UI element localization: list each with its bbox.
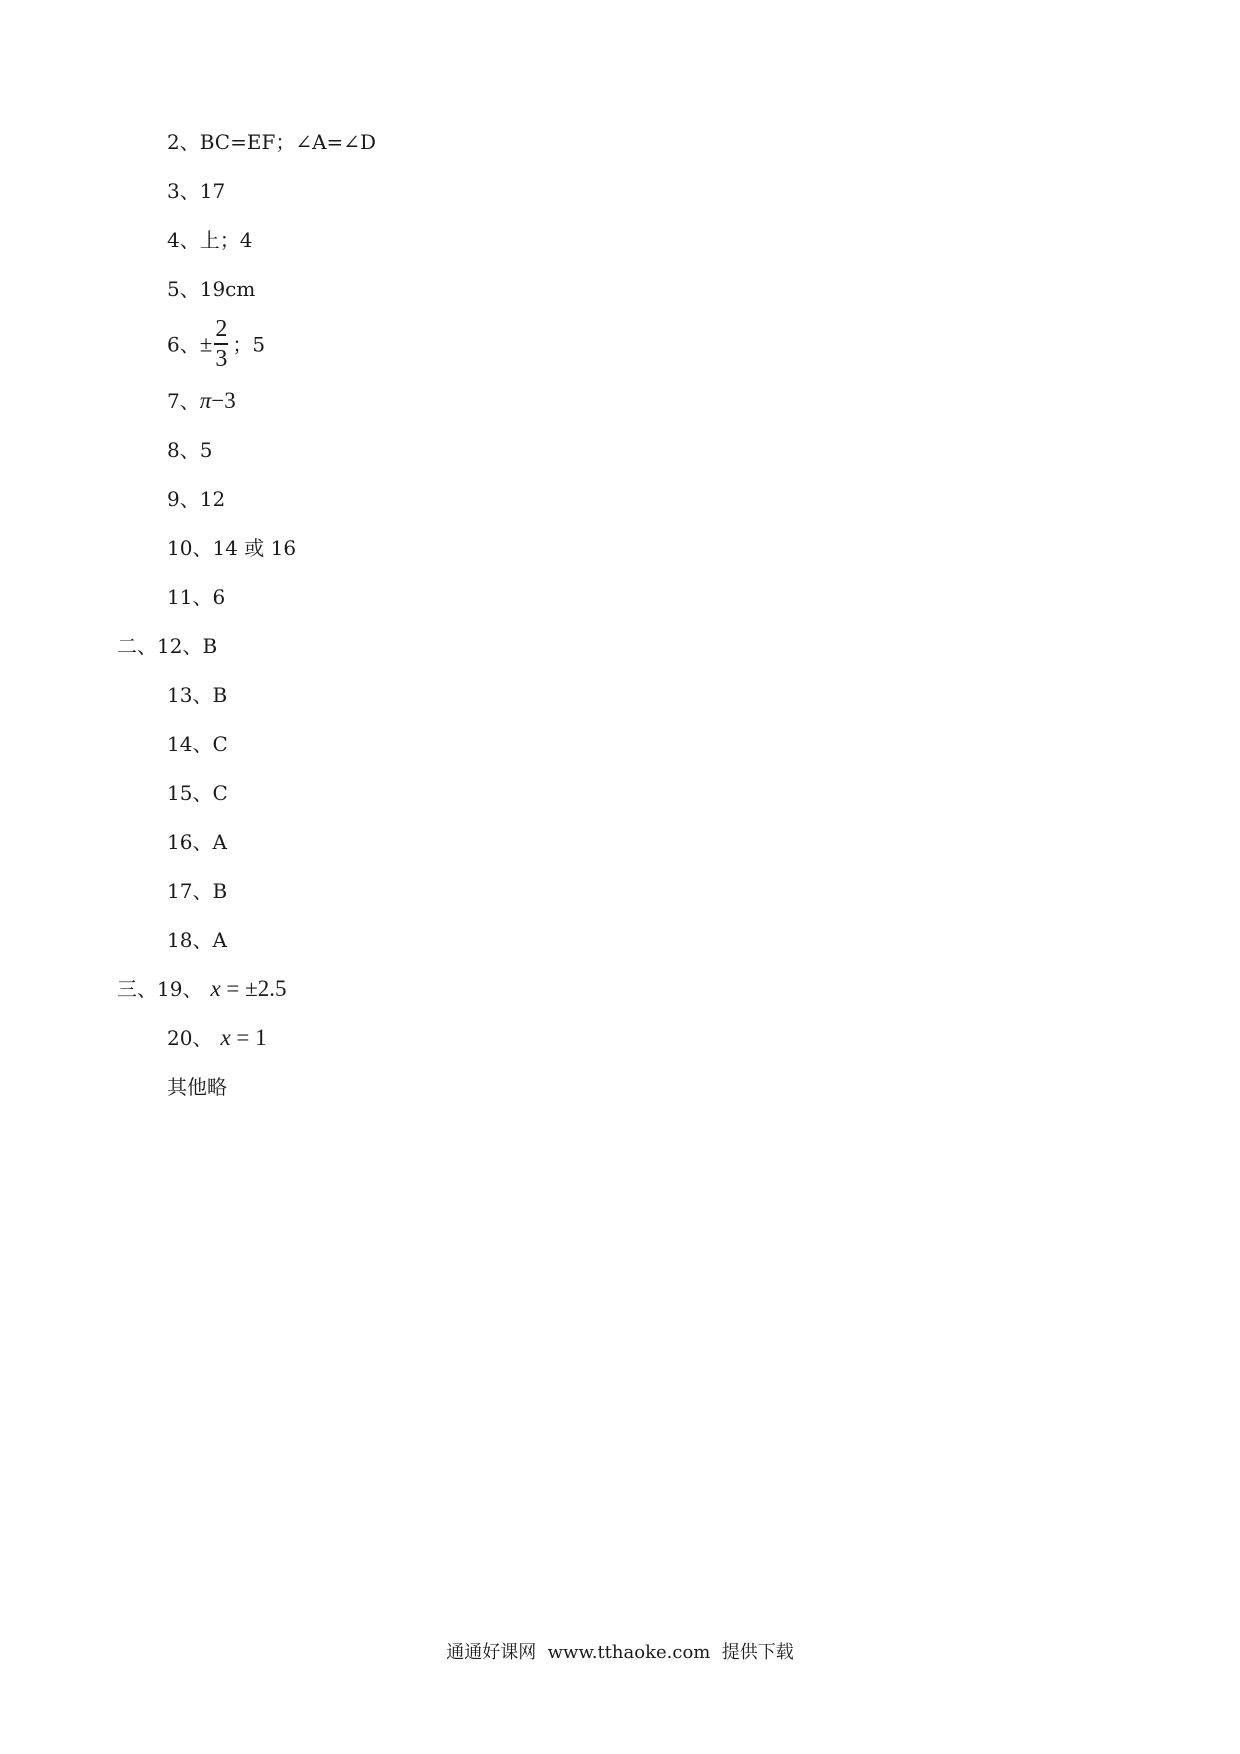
math-rest: = ±2.5 xyxy=(220,976,287,1001)
answer-label: 18、 xyxy=(167,928,213,952)
answer-text: B xyxy=(212,683,228,707)
answer-label: 6、 xyxy=(167,332,200,357)
answer-11 xyxy=(167,583,225,611)
note-text: 其他略 xyxy=(167,1075,227,1099)
pi-symbol: π xyxy=(199,388,212,413)
answer-text: B xyxy=(212,879,228,903)
section-answer-label: 二、12、 xyxy=(117,634,203,658)
answer-13 xyxy=(167,681,227,709)
answer-4 xyxy=(167,226,252,254)
fraction-denominator: 3 xyxy=(215,346,228,372)
answer-label: 10、 xyxy=(167,536,213,560)
answer-label: 9、 xyxy=(167,487,200,511)
answer-label: 15、 xyxy=(167,781,213,805)
answer-6 xyxy=(167,318,265,374)
answer-text: 19cm xyxy=(199,277,256,301)
answer-2 xyxy=(167,128,376,156)
fraction xyxy=(214,316,228,372)
answer-label: 16、 xyxy=(167,830,213,854)
answer-7 xyxy=(167,387,236,415)
answer-text: C xyxy=(212,732,228,756)
answer-label: 2、 xyxy=(167,130,200,154)
answer-label: 8、 xyxy=(167,438,200,462)
answer-label: 3、 xyxy=(167,179,200,203)
answer-16 xyxy=(167,828,227,856)
answer-label: 14、 xyxy=(167,732,213,756)
answer-label: 11、 xyxy=(167,585,213,609)
answer-label: 17、 xyxy=(167,879,213,903)
answer-9 xyxy=(167,485,225,513)
variable-x: x xyxy=(210,976,221,1001)
math-rest: = 1 xyxy=(230,1025,267,1050)
answer-20 xyxy=(167,1024,267,1052)
answer-text: 上；4 xyxy=(199,228,253,252)
fraction-numerator: 2 xyxy=(214,316,228,345)
answer-suffix: ；5 xyxy=(232,332,266,357)
page-footer xyxy=(0,1638,1240,1664)
answer-text: 6 xyxy=(212,585,226,609)
answer-text: 12 xyxy=(199,487,226,511)
answer-label: 4、 xyxy=(167,228,200,252)
math-rest: −3 xyxy=(211,388,236,413)
answer-12 xyxy=(117,632,217,660)
plus-minus-sign: ± xyxy=(199,331,213,357)
answer-text: 17 xyxy=(199,179,226,203)
answer-text: BC=EF；∠A=∠D xyxy=(199,130,377,154)
answer-14 xyxy=(167,730,228,758)
answer-5 xyxy=(167,275,255,303)
answer-3 xyxy=(167,177,225,205)
answer-10 xyxy=(167,534,296,562)
answer-18 xyxy=(167,926,227,954)
variable-x: x xyxy=(220,1025,231,1050)
answer-19 xyxy=(117,975,287,1003)
answer-15 xyxy=(167,779,228,807)
answer-label: 7、 xyxy=(167,389,200,413)
answer-label: 5、 xyxy=(167,277,200,301)
section-answer-label: 三、19、 xyxy=(117,977,203,1001)
footer-text: 通通好课网 www.tthaoke.com 提供下载 xyxy=(446,1642,794,1663)
answer-text: B xyxy=(202,634,218,658)
others-omitted-note xyxy=(167,1073,227,1101)
answer-text: 5 xyxy=(199,438,213,462)
answer-17 xyxy=(167,877,227,905)
answer-text: C xyxy=(212,781,228,805)
answer-label: 20、 xyxy=(167,1026,213,1050)
answer-text: A xyxy=(212,830,227,854)
answer-label: 13、 xyxy=(167,683,213,707)
answer-text: 14 或 16 xyxy=(212,536,297,560)
answer-8 xyxy=(167,436,212,464)
answer-text: A xyxy=(212,928,227,952)
